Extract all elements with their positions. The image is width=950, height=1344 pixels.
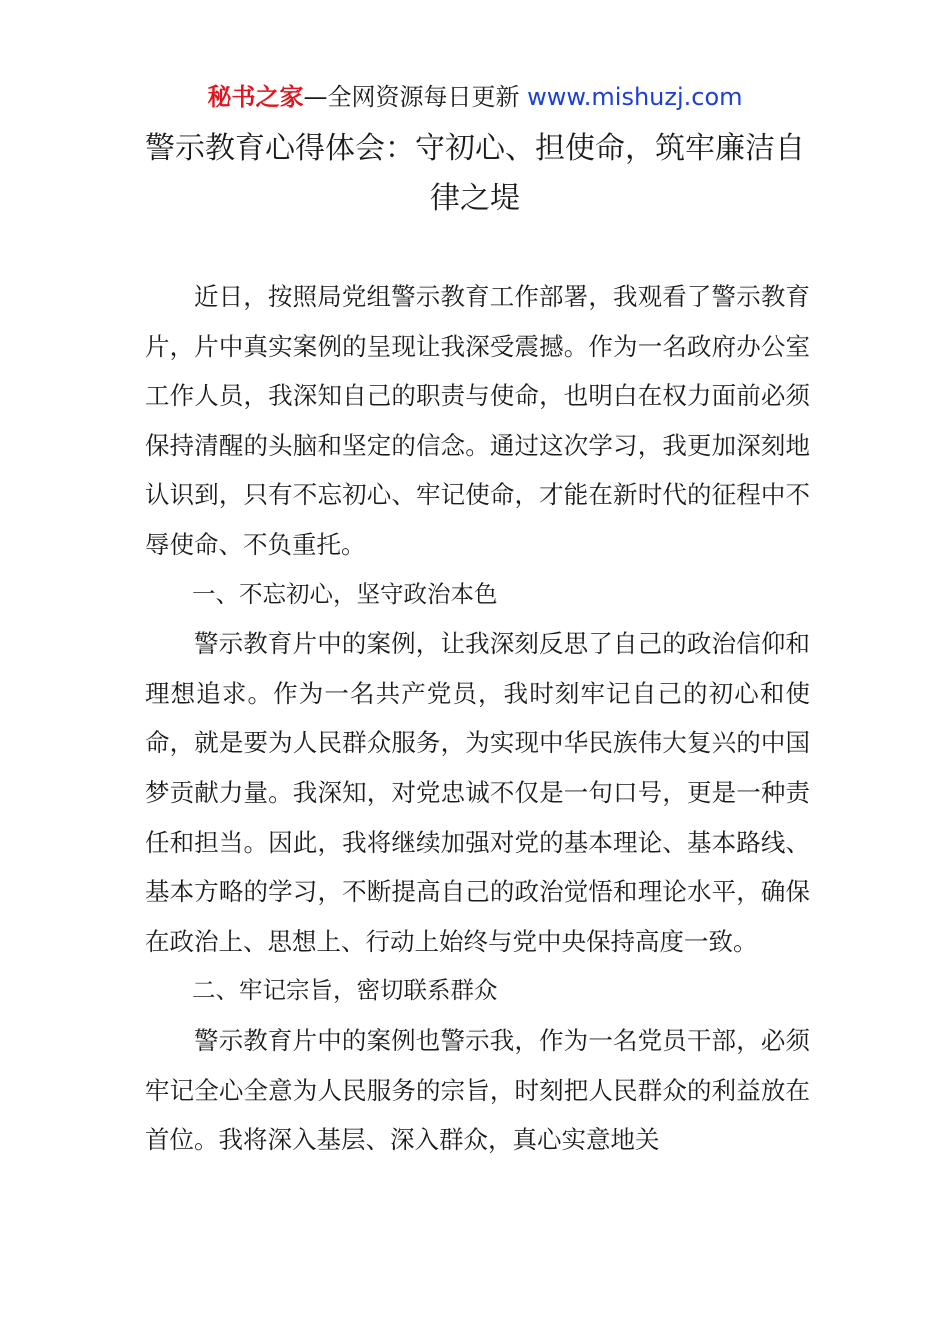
section-heading-2: 二、牢记宗旨，密切联系群众 [192,976,498,1005]
site-brand: 秘书之家 [207,83,304,111]
document-body [145,272,810,1165]
paragraph-intro: 近日，按照局党组警示教育工作部署，我观看了警示教育片，片中真实案例的呈现让我深受震撼。作为一名政府办公室工作人员，我深知自己的职责与使命，也明白在权力面前必须保持清醒的头脑和坚定的信念。通过这次学习，我更加深刻地认识到，只有不忘初心、牢记使命，才能在新时代的征程中不辱使命、不负重托。 [145,282,810,559]
section-heading-1: 一、不忘初心，坚守政治本色 [192,579,498,608]
paragraph-section-1: 警示教育片中的案例，让我深刻反思了自己的政治信仰和理想追求。作为一名共产党员，我时刻牢记自己的初心和使命，就是要为人民群众服务，为实现中华民族伟大复兴的中国梦贡献力量。我深知，对党忠诚不仅是一句口号，更是一种责任和担当。因此，我将继续加强对党的基本理论、基本路线、基本方略的学习，不断提高自己的政治觉悟和理论水平，确保在政治上、思想上、行动上始终与党中央保持高度一致。 [145,629,810,956]
site-header [0,80,950,114]
site-tagline: —全网资源每日更新 [303,83,520,111]
paragraph-section-2: 警示教育片中的案例也警示我，作为一名党员干部，必须牢记全心全意为人民服务的宗旨，时刻把人民群众的利益放在首位。我将深入基层、深入群众，真心实意地关 [145,1025,810,1155]
document-title: 警示教育心得体会：守初心、担使命，筑牢廉洁自律之堤 [145,131,805,216]
site-url-link[interactable]: www.mishuzj.com [527,83,743,111]
